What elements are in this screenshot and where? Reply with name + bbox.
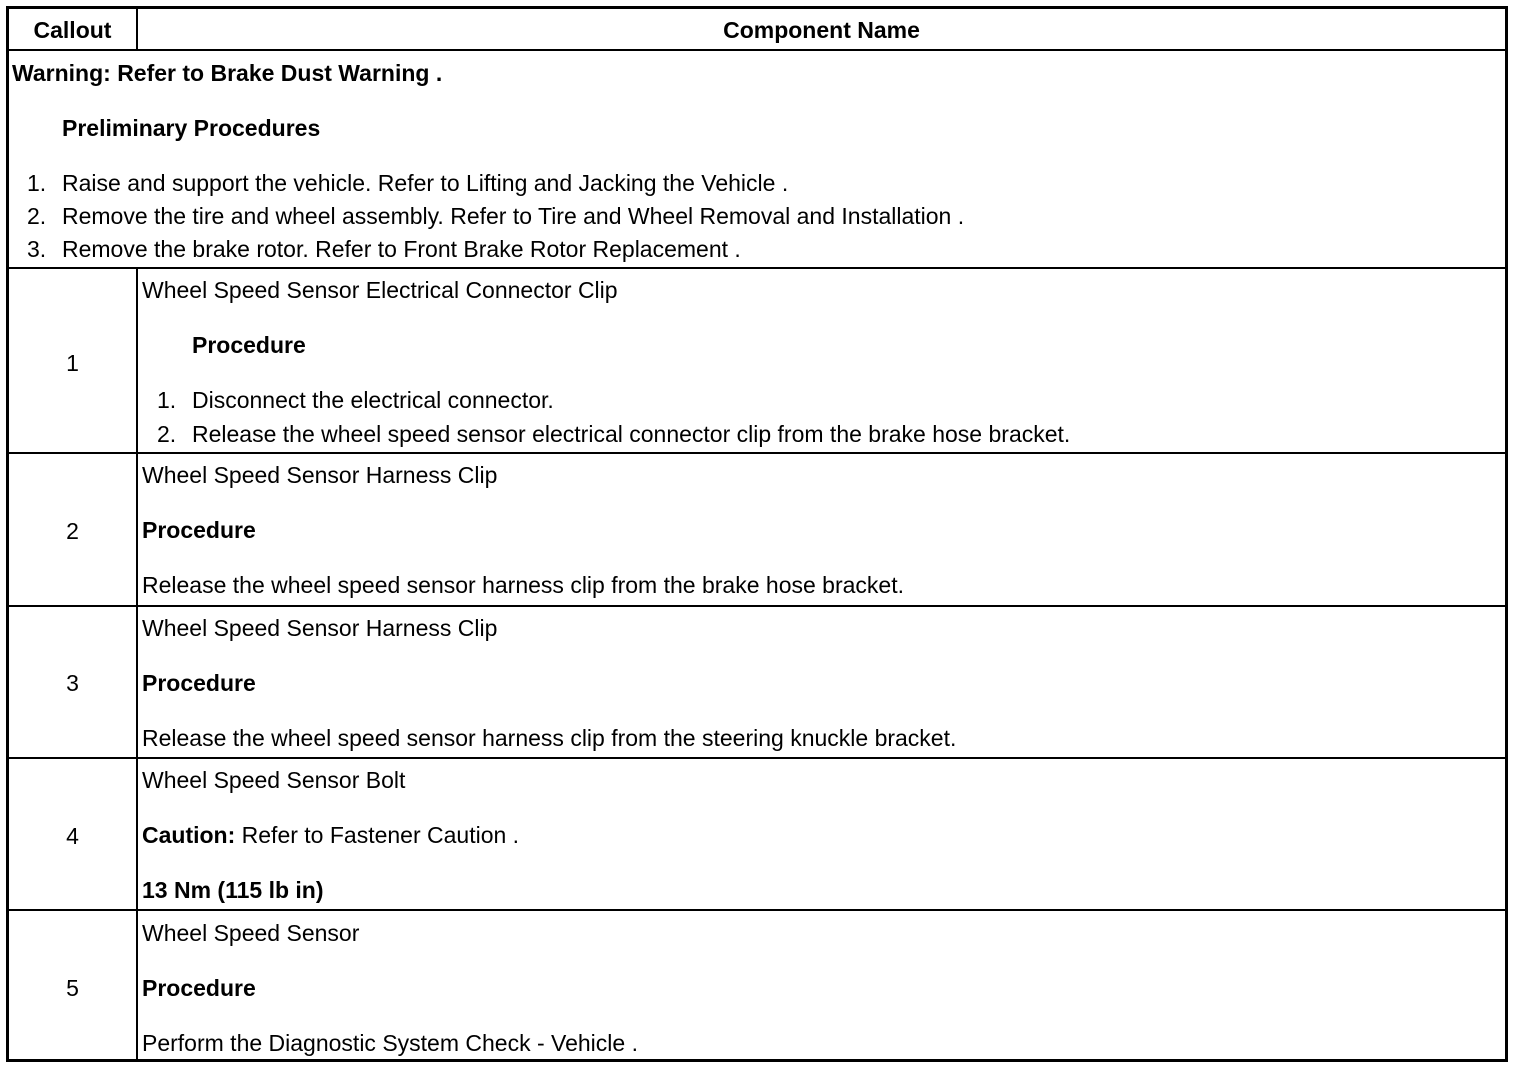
procedure-heading: Procedure xyxy=(142,975,256,1001)
torque-spec: 13 Nm (115 lb in) xyxy=(142,877,324,903)
row-divider xyxy=(9,605,1505,607)
step-number: 2. xyxy=(27,203,47,229)
row-divider xyxy=(9,909,1505,911)
callout-number: 1 xyxy=(66,350,79,376)
column-divider xyxy=(136,267,138,1059)
step-number: 2. xyxy=(157,421,177,447)
procedure-text: Release the wheel speed sensor harness clip from the brake hose bracket. xyxy=(142,572,904,598)
component-table xyxy=(6,6,1508,1062)
step-text: Remove the brake rotor. Refer to Front Brake Rotor Replacement . xyxy=(62,236,741,262)
component-name: Wheel Speed Sensor Electrical Connector Clip xyxy=(142,277,618,303)
warning-text: Refer to Brake Dust Warning . xyxy=(117,60,443,86)
row-divider xyxy=(9,267,1505,269)
caution-label: Caution: xyxy=(142,822,236,848)
step-text: Release the wheel speed sensor electrical connector clip from the brake hose bracket. xyxy=(192,421,1071,447)
caution-text: Refer to Fastener Caution . xyxy=(241,822,520,848)
procedure-text: Perform the Diagnostic System Check - Vehicle . xyxy=(142,1030,638,1056)
step-text: Remove the tire and wheel assembly. Refer to Tire and Wheel Removal and Installation . xyxy=(62,203,965,229)
procedure-heading: Procedure xyxy=(192,332,306,358)
component-name: Wheel Speed Sensor xyxy=(142,920,360,946)
procedure-heading: Procedure xyxy=(142,670,256,696)
warning-label: Warning: xyxy=(12,60,111,86)
warning-line xyxy=(12,62,442,85)
step-text: Raise and support the vehicle. Refer to Lifting and Jacking the Vehicle . xyxy=(62,170,789,196)
component-name: Wheel Speed Sensor Bolt xyxy=(142,767,406,793)
header-callout: Callout xyxy=(33,17,112,43)
procedure-text: Release the wheel speed sensor harness clip from the steering knuckle bracket. xyxy=(142,725,957,751)
step-number: 1. xyxy=(27,170,47,196)
component-name: Wheel Speed Sensor Harness Clip xyxy=(142,615,498,641)
callout-number: 5 xyxy=(66,975,79,1001)
step-number: 1. xyxy=(157,387,177,413)
callout-number: 3 xyxy=(66,670,79,696)
callout-number: 4 xyxy=(66,823,79,849)
row-divider xyxy=(9,452,1505,454)
row-divider xyxy=(9,757,1505,759)
header-component-name: Component Name xyxy=(723,17,920,43)
preliminary-heading: Preliminary Procedures xyxy=(62,115,321,141)
caution-line xyxy=(142,824,519,847)
step-number: 3. xyxy=(27,236,47,262)
row-divider xyxy=(9,49,1505,51)
step-text: Disconnect the electrical connector. xyxy=(192,387,554,413)
component-name: Wheel Speed Sensor Harness Clip xyxy=(142,462,498,488)
callout-number: 2 xyxy=(66,518,79,544)
procedure-heading: Procedure xyxy=(142,517,256,543)
